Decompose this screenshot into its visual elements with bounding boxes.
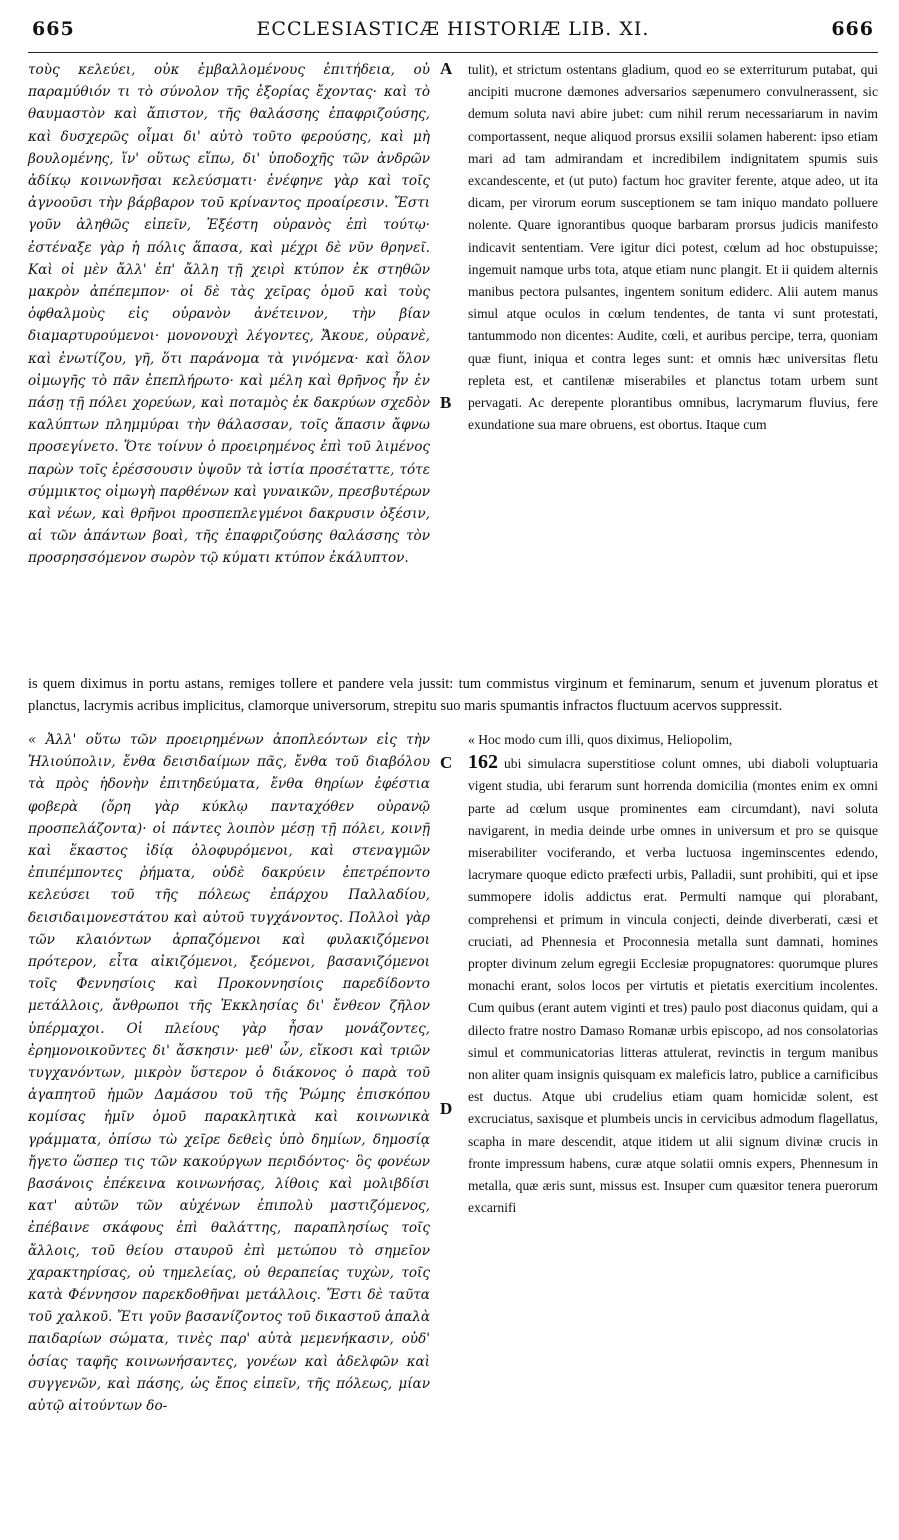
- full-width-latin: is quem diximus in portu astans, remiges tollere et pandere vela jussit: tum commistus virginum et feminarum, senum et juvenum ploratus et planctus, lacrymis acribus implicitus, clamorque universorum, strepitu suo maris spumantis infractos fluctuum acervos suppressit.: [28, 676, 878, 714]
- section-number: 162: [468, 751, 498, 774]
- margin-marker-c: C: [440, 753, 453, 772]
- greek-column-2: « Ἀλλ' οὕτω τῶν προειρημένων ἀποπλεόντων εἰς τὴν Ἡλιούπολιν, ἔνθα δεισιδαίμων πᾶς, ἔνθα τοῦ διαβόλου τὰ πρὸς ἡδονὴν ἐπιτηδεύματα, ἔνθα θηρίων ἐφέστια φοβερὰ (ὄρη γὰρ κύκλῳ πανταχόθεν οὐρανῷ προσπελάζοντα)· οἱ πάντες λοιπὸν μέσῃ τῇ πόλει, κοινῇ καὶ ἕκαστος ἰδίᾳ ὀλοφυρόμενοι, καὶ στεναγμῶν ἐπιπέμποντες ῥήματα, οὐδὲ δακρύειν ἐπετρέποντο κελεύσει τοῦ τῆς πόλεως ἐπάρχου Παλλαδίου, δεισιδαιμονεστάτου καὶ αὐτοῦ τυγχάνοντος. Πολλοὶ γὰρ τῶν κλαιόντων ἁρπαζόμενοι καὶ φυλακιζόμενοι πρότερον, εἶτα αἰκιζόμενοι, ξεόμενοι, βασανιζόμενοι τοῖς Φεννησίοις καὶ Προκοννησίοις παρεδίδοντο μετάλλοις, ἄνθρωποι τῆς Ἐκκλησίας δι' ἔνθεον ζῆλον ὑπέρμαχοι. Οἱ πλείους γὰρ ἦσαν μονάζοντες, ἐρημονοικοῦντες δι' ἄσκησιν· μεθ' ὧν, εἴκοσι καὶ τριῶν τυγχανόντων, μικρὸν ὕστερον ὁ διάκονος ὁ παρὰ τοῦ ἀγαπητοῦ ἡμῶν Δαμάσου τοῦ τῆς Ῥώμης ἐπισκόπου κομίσας ἡμῖν ὁμοῦ παρακλητικὰ καὶ κοινωνικὰ γράμματα, ὀπίσω τὼ χεῖρε δεθεὶς ὑπὸ δημίων, δημοσίᾳ ἤγετο ὥσπερ τις τῶν κακούργων περιδόντος· ὃς φονέων βασάνοις ἐπέκεινα κοινωνήσας, λίθοις καὶ μολιβδίσι κατ' αὐτῶν τῶν αὐχένων ἐπιπολὺ μαστιζόμενος, ἐπέβαινε σκάφους ἐπὶ θαλάττης, παραπλησίως τοῖς ἄλλοις, τοῦ θείου σταυροῦ ἐπὶ μετώπου τὸ σημεῖον χαρακτηρίσας, οὐ τημελείας, οὐ θεραπείας τυχὼν, τοῖς κατὰ Φέννησον παρεκδοθῆναι μετάλλοις. Ἔστι δὲ ταῦτα τοῦ χαλκοῦ. Ἔτι γοῦν βασανίζοντος τοῦ δικαστοῦ ἁπαλὰ παιδαρίων σώματα, τινὲς παρ' αὐτὰ μεμενήκασιν, οὐδ' ὁσίας ταφῆς κοινωνήσαντες, γονέων καὶ ἀδελφῶν καὶ συγγενῶν, καὶ πάσης, ὡς ἔπος εἰπεῖν, τῆς πόλεως, μίαν αὐτῷ αἰτούντων δο-: [28, 732, 430, 1415]
- page: [28, 18, 878, 1528]
- margin-marker-d: D: [440, 1099, 453, 1118]
- parallel-text-block-1: [28, 59, 878, 671]
- parallel-text-block-2: [28, 729, 878, 1475]
- margin-marker-b: B: [440, 393, 452, 412]
- running-title: ECCLESIASTICÆ HISTORIÆ LIB. XI.: [256, 18, 650, 40]
- latin-body-2: ubi simulacra superstitiose colunt omnes, ubi diaboli voluptuaria vigent studia, ubi ferarum sunt horrenda domicilia (montes enim ex omni parte ad cœlum usque prominentes eam circumdant), navi soluta navigarent, in media deinde urbe omnes in universum et pro se quisque miserabiliter vociferando, et verba luctuosa ingeminscentes edendo, lacrymare quoque edicto præfecti urbis, Palladii, sunt prohibiti, qui et ipse summopere idolis addictus erat. Permulti namque qui plorabant, comprehensi et primum in vincula conjecti, deinde diverberati, cæsi et cruciati, ad Phennesia et Proconnesia metalla sunt damnati, homines propter divinum zelum egregii Ecclesiæ propugnatores: quorumque plures monachi erant, solos locos per virtutis et pietatis exercitium incolentes. Cum quibus (erant autem viginti et tres) paulo post diaconus quidam, qui a dilecto fratre nostro Damaso Romanæ urbis episcopo, ad nos consolatorias simul et communicatorias litteras attulerat, revinctis in tergum manibus non aliter quam insignis quisquam ex maleficis latro, publice a carnificibus est ductus. Atque ubi crudelius etiam quam homicidæ solent, est excruciatus, saxisque et plumbeis uncis in cervicibus admodum flagellatus, scapha in mare descendit, atque itidem ut alii signum divinæ crucis in fronte impressum habens, curæ atque solatii omnis expers, Phennesum in metalla, quæ æris sunt, missus est. Insuper cum quæsitor tenera puerorum excarnifi: [468, 756, 878, 1216]
- margin-marker-a: A: [440, 59, 453, 78]
- latin-column-2: [468, 729, 878, 1219]
- greek-column-1: τοὺς κελεύει, οὐκ ἐμβαλλομένους ἐπιτήδεια, οὐ παραμύθιόν τι τὸ σύνολον τῆς ἐξορίας ἔχοντας· καὶ τὸ θαυμαστὸν καὶ ἄπιστον, τῆς θαλάσσης ἐπαφριζούσης, καὶ δυσχερῶς οἶμαι δι' αὐτὸ τοῦτο φερούσης, καὶ μὴ βουλομένης, ἵν' οὕτως εἴπω, δι' ὑποδοχῆς τῶν ἀνδρῶν ἀδίκῳ κοινωνῆσαι κελεύσματι· ἐνέφηνε γὰρ καὶ τοῖς ἀγνοοῦσι τὴν βάρβαρον τοῦ κρίναντος προαίρεσιν. Ἔστι γοῦν ἀληθῶς εἰπεῖν, Ἐξέστη οὐρανὸς ἐπὶ τούτῳ· ἐστέναξε γὰρ ἡ πόλις ἅπασα, καὶ μέχρι δὲ νῦν θρηνεῖ. Καὶ οἱ μὲν ἄλλ' ἐπ' ἄλλη τῇ χειρὶ κτύπον ἐκ στηθῶν μακρὸν ἀπέπεμπον· οἱ δὲ τὰς χεῖρας ὁμοῦ καὶ τοὺς ὀφθαλμοὺς εἰς οὐρανὸν ἀνέτεινον, τὴν βίαν διαμαρτυρούμενοι· μονονουχὶ λέγοντες, Ἄκουε, οὐρανὲ, καὶ ἐνωτίζου, γῆ, ὅτι παράνομα τὰ γινόμενα· καὶ ὅλον οἰμωγῆς τὸ πᾶν ἐπεπλήρωτο· καὶ μέλη καὶ θρῆνος ἦν ἐν πάσῃ τῇ πόλει χορεύων, καὶ ποταμὸς ἐκ δακρύων σχεδὸν καλύπτων πλημμύραι τὴν θάλασσαν, τοῖς ἅπασιν ἄφνω προσεγίνετο. Ὅτε τοίνυν ὁ προειρημένος ἐπὶ τοῦ λιμένος παρὼν τοῖς ἐρέσσουσιν ὑψοῦν τὰ ἱστία προσέταττε, τότε σύμμικτος οἰμωγὴ παρθένων καὶ γυναικῶν, πρεσβυτέρων καὶ νέων, καὶ θρῆνοι προσπεπλεγμένοι δακρυσιν ὀξέσιν, αἱ τῶν ἁπάντων βοαὶ, τῆς ἐπαφριζούσης θαλάσσης τὸν προσρησσόμενον σωρὸν τῷ κύματι κτύπον ἐκάλυπτον.: [28, 62, 430, 567]
- page-number-right: 666: [831, 18, 874, 40]
- page-number-left: 665: [32, 18, 75, 40]
- running-header: [28, 18, 878, 50]
- header-rule: [28, 52, 878, 53]
- latin-column-1: tulit), et strictum ostentans gladium, quod eo se exterriturum putabat, qui ancipiti mucrone dæmones adversarios sæpenumero convulnerassent, sic demum soluta navi abire jubet: cum nihil rerum necessariarum in navim comportassent, neque aliquod prorsus exsilii solamen haberent: ipso etiam mari ad tam admirandam et incredibilem indignitatem spumis suis excandescente, et (ut puto) factum hoc graviter ferente, atque adeo, ut ita dicam, per virorum eorum susceptionem se tam iniquo mandato polluere nolente. Quare ignorantibus quoque barbaram prorsus judicis manifesto indicavit sententiam. Vere igitur dici potest, cœlum ad hoc obstupuisse; ingemuit namque urbs tota, atque etiam nunc plangit. Et ii quidem alternis manibus pectora pulsantes, ingentem sonitum ediderc. Alii autem manus simul atque oculos in cœlum tendentes, de tanta vi sunt protestati, tantummodo non dicentes: Audite, cœli, et auribus percipe, terra, quoniam quæ fiunt, iniqua et contra leges sunt: et omnis hæc universitas fletu repleta est, et cantilenæ miserabiles et planctus totam urbem sunt pervagati. Ac derepente plorantibus omnibus, lacrymarum fluvius, fere exundatione sua mare obruens, est obortus. Itaque cum: [468, 62, 878, 433]
- latin-lead-line: « Hoc modo cum illi, quos diximus, Heliopolim,: [468, 732, 733, 747]
